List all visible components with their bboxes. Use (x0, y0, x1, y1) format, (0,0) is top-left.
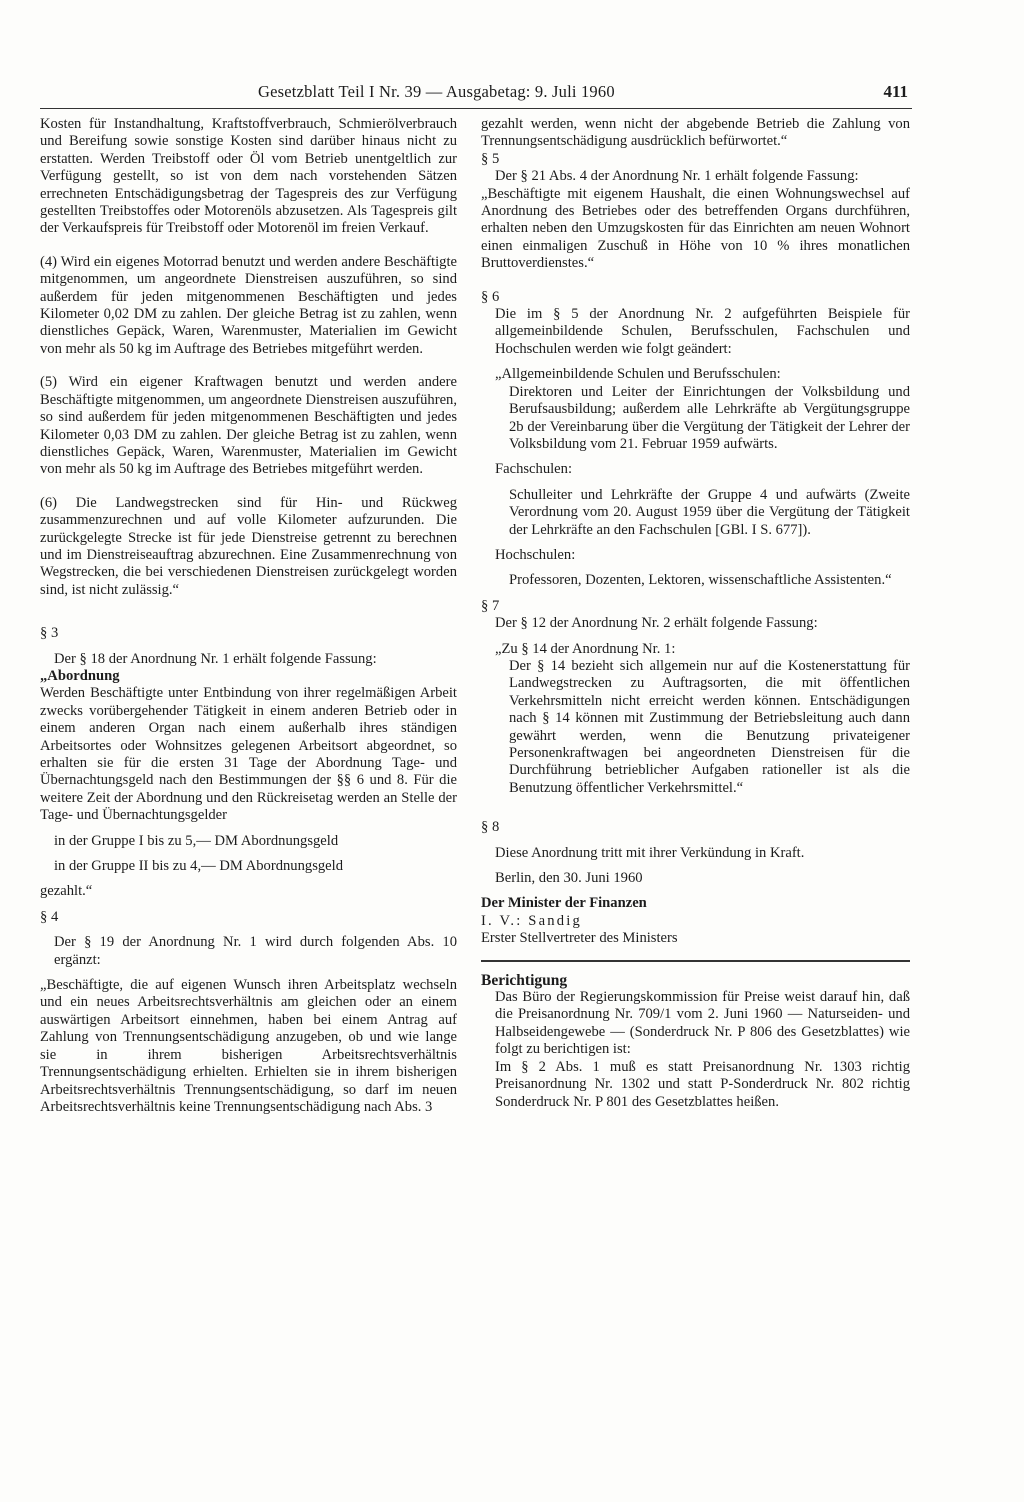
signer-role: Erster Stellvertreter des Ministers (481, 930, 678, 947)
section-6-label-general: „Allgemeinbildende Schulen und Berufsschulen: (495, 366, 781, 383)
section-6-label-fachschulen: Fachschulen: (495, 461, 573, 478)
section-5-heading: § 5 (481, 150, 500, 167)
page-title: Gesetzblatt Teil I Nr. 39 — Ausgabetag: 9. Juli 1960 (258, 82, 615, 101)
section-4-text: „Beschäftigte, die auf eigenen Wunsch ihren Arbeitsplatz wechseln und ein neues Arbeitsrechtsverhältnis am gleichen oder an einem auswärtigen Arbeitsort einnehmen, haben bei einem Antrag auf Zahlung von Trennungsentschädigung anzugeben, ob und wie lange sie in ihrem bisherigen Arbeitsrechtsverhältnis Trennungsentschädigung erhielten. Erhielten sie in ihrem bisherigen Arbeitsrechtsverhältnis Trennungsentschädigung, so darf im neuen Arbeitsrechtsverhältnis keine Trennungsentschädigung nach Abs. 3 (40, 977, 457, 1115)
section-4-intro: Der § 19 der Anordnung Nr. 1 wird durch folgenden Abs. 10 ergänzt: (54, 934, 457, 968)
section-3-group-2: in der Gruppe II bis zu 4,— DM Abordnungsgeld (54, 858, 343, 875)
section-7-label: „Zu § 14 der Anordnung Nr. 1: (495, 640, 676, 657)
signer-name: I. V.: Sandig (481, 912, 583, 929)
section-5-text: „Beschäftigte mit eigenem Haushalt, die einen Wohnungswechsel auf Anordnung des Betriebes oder des betreffenden Organs durchführen, erhalten neben den Umzugskosten für das Einrichten am neuen Wohnort einen einmaligen Zuschuß in Höhe von 10 % ihres monatlichen Bruttoverdienstes.“ (481, 185, 910, 272)
section-6-text-hochschulen: Professoren, Dozenten, Lektoren, wissenschaftliche Assistenten.“ (509, 572, 892, 589)
correction-detail: Im § 2 Abs. 1 muß es statt Preisanordnung Nr. 1303 richtig Preisanordnung Nr. 1302 und statt P-Sonderdruck Nr. 802 richtig Sonderdruck Nr. P 801 des Gesetzblattes heißen. (495, 1058, 910, 1110)
section-7-text: Der § 14 bezieht sich allgemein nur auf die Kostenerstattung für Landwegstrecken zu Auftragsorten, die mit öffentlichen Verkehrsmitteln nicht erreicht werden können. Entschädigungen nach § 14 können mit Zustimmung der Betriebsleitung auch dann gewährt werden, wenn die Benutzung privateigener Personenkraftwagen bei angeordneten Dienstreisen für die Durchführung betrieblicher Aufgaben rationeller ist als die Benutzung öffentlicher Verkehrsmittel.“ (509, 657, 910, 796)
left-column (40, 116, 457, 1116)
section-3-title: „Abordnung (40, 667, 120, 684)
section-6-label-hochschulen: Hochschulen: (495, 546, 576, 563)
section-6-intro: Die im § 5 der Anordnung Nr. 2 aufgeführten Beispiele für allgemeinbildende Schulen, Berufsschulen, Fachschulen und Hochschulen werden wie folgt geändert: (495, 306, 910, 357)
place-date: Berlin, den 30. Juni 1960 (495, 870, 643, 887)
section-7-intro: Der § 12 der Anordnung Nr. 2 erhält folgende Fassung: (495, 615, 818, 632)
paragraph-intro: Kosten für Instandhaltung, Kraftstoffverbrauch, Schmierölverbrauch und Bereifung sowie sonstige Kosten sind darüber hinaus nicht zu erstatten. Werden Treibstoff oder Öl vom Betrieb unentgeltlich zur Verfügung gestellt, so ist von dem nach vorstehenden Sätzen errechneten Entschädigungsbetrag der Tagespreis des zur Verfügung gestellten Treibstoffes oder Motorenöls abzusetzen. Als Tagespreis gilt der Verkaufspreis für Treibstoff oder Motorenöl im freien Verkauf. (40, 116, 457, 237)
section-7-heading: § 7 (481, 597, 500, 614)
section-3-end: gezahlt.“ (40, 883, 93, 900)
section-3-text: Werden Beschäftigte unter Entbindung von ihrer regelmäßigen Arbeit zwecks vorübergehender Tätigkeit in einem anderen Betrieb oder in einem anderen Organ nach einem außerhalb ihres ständigen Arbeitsortes oder Wohnsitzes gelegenen Arbeitsort abgeordnet, so erhalten sie für die ersten 31 Tage der Abordnung Tage- und Übernachtungsgeld nach den Bestimmungen der §§ 6 und 8. Für die weitere Zeit der Abordnung und den Rückreisetag werden an Stelle der Tage- und Übernachtungsgelder (40, 685, 457, 824)
section-3-heading: § 3 (40, 625, 59, 642)
section-6-heading: § 6 (481, 288, 500, 305)
section-8-heading: § 8 (481, 819, 500, 836)
correction-text: Das Büro der Regierungskommission für Preise weist darauf hin, daß die Preisanordnung Nr. 709/1 vom 2. Juni 1960 — Naturseiden- und Halbseidengewebe — (Sonderdruck Nr. P 806 des Gesetzblattes) wie folgt zu berichtigen ist: (495, 989, 910, 1058)
section-6-text-general: Direktoren und Leiter der Einrichtungen der Volksbildung und Berufsausbildung; außerdem alle Lehrkräfte ab Vergütungsgruppe 2b der Vereinbarung über die Vergütung der Tätigkeit der Lehrer der Volksbildung vom 21. Februar 1959 aufwärts. (509, 383, 910, 452)
section-5-intro: Der § 21 Abs. 4 der Anordnung Nr. 1 erhält folgende Fassung: (495, 168, 859, 185)
paragraph-6: (6) Die Landwegstrecken sind für Hin- und Rückweg zusammenzurechnen und auf volle Kilometer aufzurunden. Die zurückgelegte Strecke ist für jede Dienstreise getrennt zu berechnen und im Dienstreiseauftrag abzurechnen. Eine Zusammenrechnung von Wegstrecken, die bei verschiedenen Dienstreisen zurückgelegt worden sind, ist nicht zulässig.“ (40, 494, 457, 598)
page-number: 411 (883, 82, 908, 101)
right-column (481, 116, 910, 1111)
divider-rule (481, 960, 910, 962)
section-8-text: Diese Anordnung tritt mit ihrer Verkündung in Kraft. (495, 844, 805, 861)
section-3-intro: Der § 18 der Anordnung Nr. 1 erhält folgende Fassung: (54, 650, 377, 667)
section-4-heading: § 4 (40, 908, 59, 925)
section-4-continuation: gezahlt werden, wenn nicht der abgebende Betrieb die Zahlung von Trennungsentschädigung ausdrücklich befürwortet.“ (481, 116, 910, 150)
section-6-text-fachschulen: Schulleiter und Lehrkräfte der Gruppe 4 und aufwärts (Zweite Verordnung vom 20. August 1959 über die Vergütung der Tätigkeit der Lehrkräfte an den Fachschulen [GBl. I S. 677]). (509, 486, 910, 538)
paragraph-5: (5) Wird ein eigener Kraftwagen benutzt und werden andere Beschäftigte mitgenommen, um angeordnete Dienstreisen auszuführen, so sind außerdem für jeden mitgenommenen Beschäftigten und jedes Kilometer 0,03 DM zu zahlen. Der gleiche Betrag ist zu zahlen, wenn dienstliches Gepäck, Waren, Warenmuster, Materialien im Gewicht von mehr als 50 kg im Auftrage des Betriebes mitgeführt werden. (40, 374, 458, 478)
section-3-group-1: in der Gruppe I bis zu 5,— DM Abordnungsgeld (54, 832, 339, 849)
paragraph-4: (4) Wird ein eigenes Motorrad benutzt und werden andere Beschäftigte mitgenommen, um angeordnete Dienstreisen auszuführen, so sind außerdem für jeden mitgenommenen Beschäftigten und jedes Kilometer 0,02 DM zu zahlen. Der gleiche Betrag ist zu zahlen, wenn dienstliches Gepäck, Waren, Warenmuster, Materialien im Gewicht von mehr als 50 kg im Auftrage des Betriebes mitgeführt werden. (40, 253, 457, 357)
page-header (40, 82, 912, 109)
correction-heading: Berichtigung (481, 971, 568, 989)
signer-title: Der Minister der Finanzen (481, 895, 647, 912)
